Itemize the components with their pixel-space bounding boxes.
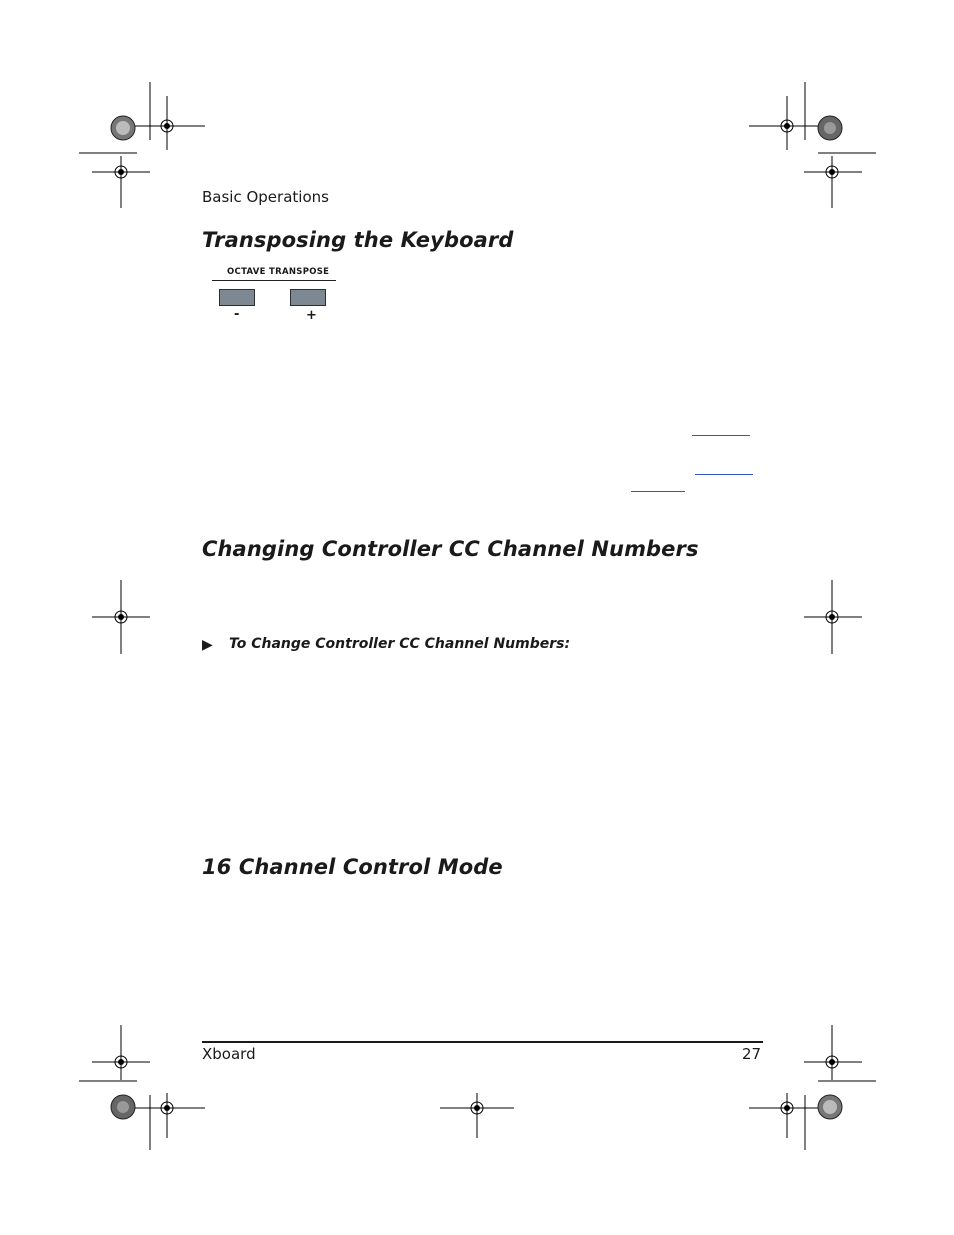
cross-reference-link[interactable]: [631, 491, 685, 492]
octave-transpose-label: OCTAVE TRANSPOSE: [227, 267, 330, 277]
heading-transposing: Transposing the Keyboard: [202, 228, 514, 252]
cross-reference-link[interactable]: [695, 474, 753, 475]
procedure-title: To Change Controller CC Channel Numbers:: [229, 636, 571, 652]
footer-product: Xboard: [202, 1045, 256, 1063]
procedure-arrow-icon: ▶: [202, 637, 213, 653]
heading-changing-cc: Changing Controller CC Channel Numbers: [202, 537, 699, 561]
octave-panel-rule: [212, 280, 336, 281]
octave-plus-label: +: [306, 308, 317, 323]
running-header: Basic Operations: [202, 188, 329, 206]
footer-rule: [202, 1041, 763, 1043]
octave-up-button[interactable]: [290, 289, 326, 306]
octave-down-button[interactable]: [219, 289, 255, 306]
octave-minus-label: -: [234, 307, 240, 322]
heading-16-channel: 16 Channel Control Mode: [202, 855, 503, 879]
page-number: 27: [742, 1045, 762, 1063]
cross-reference-link[interactable]: [692, 435, 750, 436]
